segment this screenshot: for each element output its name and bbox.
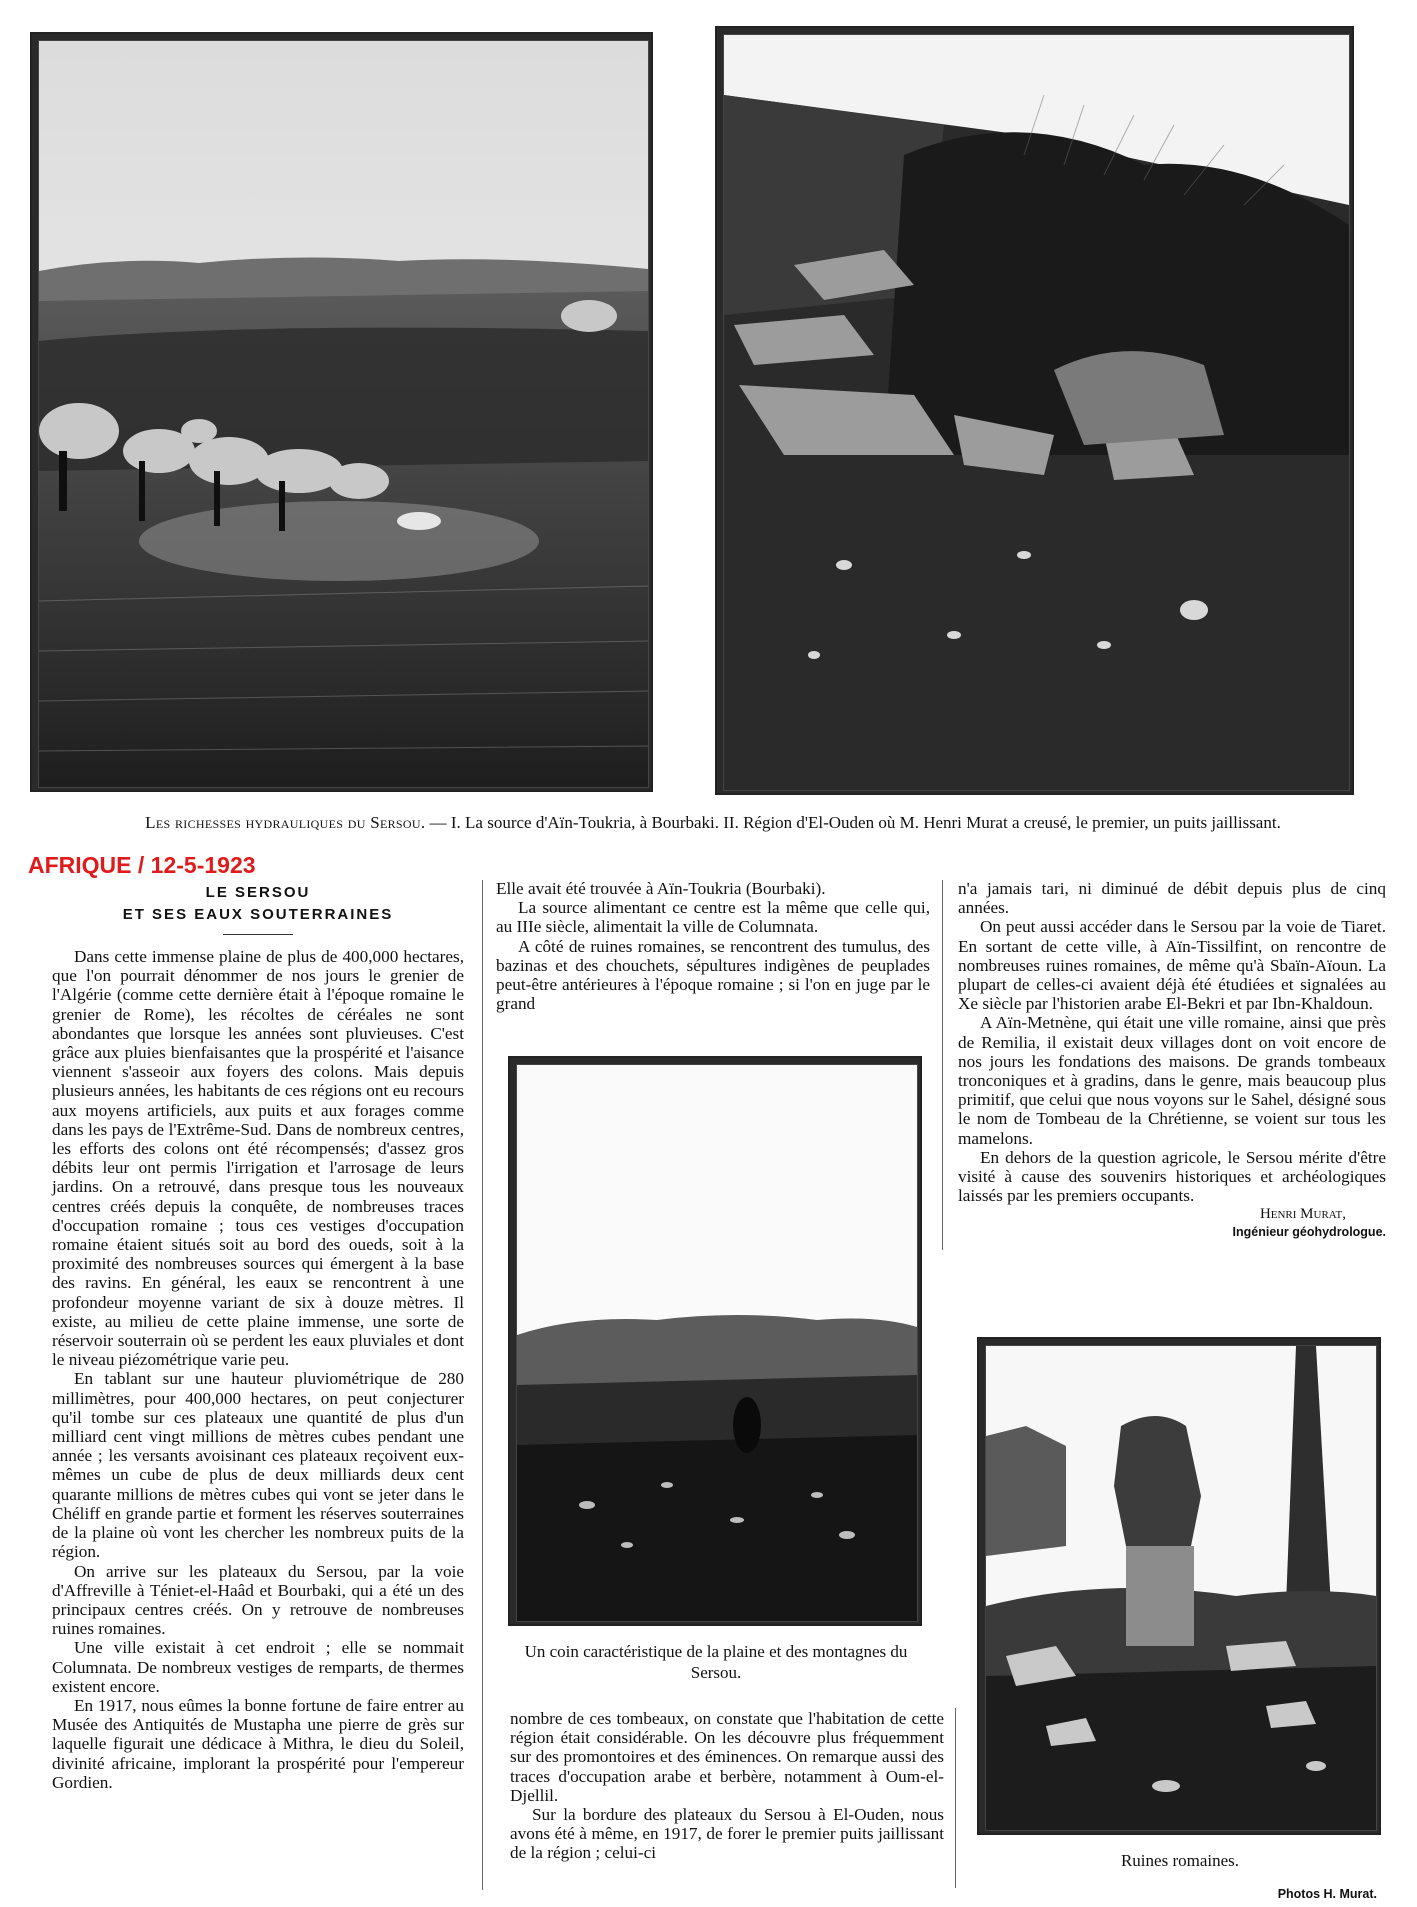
- title-divider: [223, 934, 293, 935]
- paragraph: A côté de ruines romaines, se rencontrent des tumulus, des bazinas et des chouchets, sépultures indigènes de peuplades peut-être antérieures à l'époque romaine ; si l'on en juge par le grand: [496, 936, 930, 1014]
- paragraph: On arrive sur les plateaux du Sersou, par la voie d'Affreville à Téniet-el-Haâd et Bourbaki, qui a été un des principaux centres créés. On y retrouve de nombreuses ruines romaines.: [52, 1561, 464, 1639]
- photo-ain-toukria-image: [38, 40, 649, 788]
- photo-ruines-romaines: [977, 1337, 1381, 1835]
- column-divider: [482, 880, 483, 1890]
- paragraph: En dehors de la question agricole, le Sersou mérite d'être visité à cause des souvenirs historiques et archéologiques laissés par les premiers occupants.: [958, 1147, 1386, 1206]
- column-divider: [942, 880, 943, 1250]
- source-date-tag: AFRIQUE / 12-5-1923: [28, 852, 256, 878]
- column-divider: [955, 1708, 956, 1888]
- right-photo-caption: Ruines romaines.: [1120, 1851, 1240, 1870]
- article-title-line2: ET SES EAUX SOUTERRAINES: [122, 906, 394, 923]
- article-column-1: [52, 882, 464, 1792]
- paragraph: n'a jamais tari, ni diminué de débit depuis plus de cinq années.: [958, 879, 1386, 918]
- paragraph: Elle avait été trouvée à Aïn-Toukria (Bourbaki).: [496, 879, 826, 898]
- paragraph: La source alimentant ce centre est la même que celle qui, au IIIe siècle, alimentait la ville de Columnata.: [496, 898, 930, 937]
- paragraph: On peut aussi accéder dans le Sersou par la voie de Tiaret. En sortant de cette ville, à Aïn-Tissilfint, on rencontre de nombreuses ruines romaines, de même qu'à Sbaïn-Aïoun. La plupart de celles-ci avaient déjà été étudiées et signalées au Xe siècle par l'historien arabe El-Bekri et par Ibn-Khaldoun.: [958, 917, 1386, 1014]
- author-signature: [958, 1205, 1386, 1241]
- paragraph: Dans cette immense plaine de plus de 400,000 hectares, que l'on pourrait dénommer de nos jours le grenier de l'Algérie (comme cette dernière était à l'époque romaine le grenier de Rome), les récoltes de céréales ne sont abondantes que lorsque les années sont pluvieuses. C'est grâce aux pluies bienfaisantes que la prospérité et l'aisance viennent s'asseoir aux foyers des colons. Mais depuis plusieurs années, les habitants de ces régions ont eu recours aux moyens artificiels, aux puits et aux forages comme dans les pays de l'Extrême-Sud. Dans de nombreux centres, les efforts des colons ont été récompensés; d'assez gros débits leur ont permis l'irrigation et l'arrosage de leurs jardins. On a retrouvé, dans presque tous les nouveaux centres créés depuis la conquête, de nombreuses traces d'occupation romaine ; tous ces vestiges d'occupation romaine étaient situés soit au bord des oueds, soit à la proximité des nombreuses sources qui émergent à la base des ravins. En général, les eaux se rencontrent à une profondeur moyenne variant de six à douze mètres. Il existe, au milieu de cette plaine immense, une sorte de réservoir souterrain où se perdent les eaux pluviales et dont le niveau piézométrique varie peu.: [52, 947, 464, 1370]
- article-title-line1: LE SERSOU: [205, 884, 311, 901]
- paragraph: nombre de ces tombeaux, on constate que l'habitation de cette région était considérable. On les découvre plus fréquemment sur des promontoires et des éminences. On remarque aussi des traces d'occupation arabe et berbère, notamment à Oum-el-Djellil.: [510, 1709, 944, 1805]
- paragraph: Sur la bordure des plateaux du Sersou à El-Ouden, nous avons été à même, en 1917, de forer le premier puits jaillissant de la région ; celui-ci: [510, 1805, 944, 1863]
- article-column-2-top: [496, 879, 930, 1013]
- paragraph: En 1917, nous eûmes la bonne fortune de faire entrer au Musée des Antiquités de Mustapha une pierre de grès sur laquelle figurait une dédicace à Mithra, le dieu du Soleil, divinité africaine, implorant la prospérité pour l'empereur Gordien.: [52, 1695, 464, 1792]
- photo-ain-toukria: [30, 32, 653, 792]
- caption-text: — I. La source d'Aïn-Toukria, à Bourbaki. II. Région d'El-Ouden où M. Henri Murat a creusé, le premier, un puits jaillissant.: [425, 813, 1281, 832]
- paragraph: En tablant sur une hauteur pluviométrique de 280 millimètres, pour 400,000 hectares, on peut conjecturer qu'il tombe sur ces plateaux une quantité de plus d'un milliard cent vingt millions de mètres cubes pendant une année ; les versants avoisinant ces plateaux reçoivent eux-mêmes un cube de plus de deux milliards deux cent quarante millions de mètres cubes qui vont se jeter dans le Chéliff en grande partie et forment les réserves souterraines de la plaine où vont les chercher les nombreux puits de la région.: [52, 1369, 464, 1562]
- middle-photo-caption: Un coin caractéristique de la plaine et des montagnes du Sersou.: [524, 1642, 908, 1682]
- photo-plaine-sersou-image: [516, 1064, 918, 1622]
- article-column-3: [958, 879, 1386, 1241]
- author-name: Henri Murat,: [1259, 1206, 1346, 1223]
- caption-lead: Les richesses hydrauliques du Sersou.: [145, 813, 426, 832]
- paragraph: Une ville existait à cet endroit ; elle se nommait Columnata. De nombreux vestiges de remparts, de thermes existent encore.: [52, 1638, 464, 1696]
- top-photos-caption: [78, 812, 1348, 833]
- photo-el-ouden-image: [723, 34, 1350, 791]
- photo-plaine-sersou: [508, 1056, 922, 1626]
- photo-el-ouden: [715, 26, 1354, 795]
- article-title: [52, 882, 464, 926]
- author-role: Ingénieur géohydrologue.: [1232, 1225, 1386, 1240]
- article-column-2-bottom: [510, 1709, 944, 1863]
- paragraph: A Aïn-Metnène, qui était une ville romaine, ainsi que près de Remilia, il existait deux villages dont on voit encore de nos jours les fondations des maisons. De grands tombeaux tronconiques et à gradins, dans le genre, mais beaucoup plus primitif, que celui que nous voyons sur le Sahel, désigné sous le nom de Tombeau de la Chrétienne, se voient sur tous les mamelons.: [958, 1013, 1386, 1148]
- photo-credit: Photos H. Murat.: [1277, 1887, 1377, 1901]
- photo-ruines-romaines-image: [985, 1345, 1377, 1831]
